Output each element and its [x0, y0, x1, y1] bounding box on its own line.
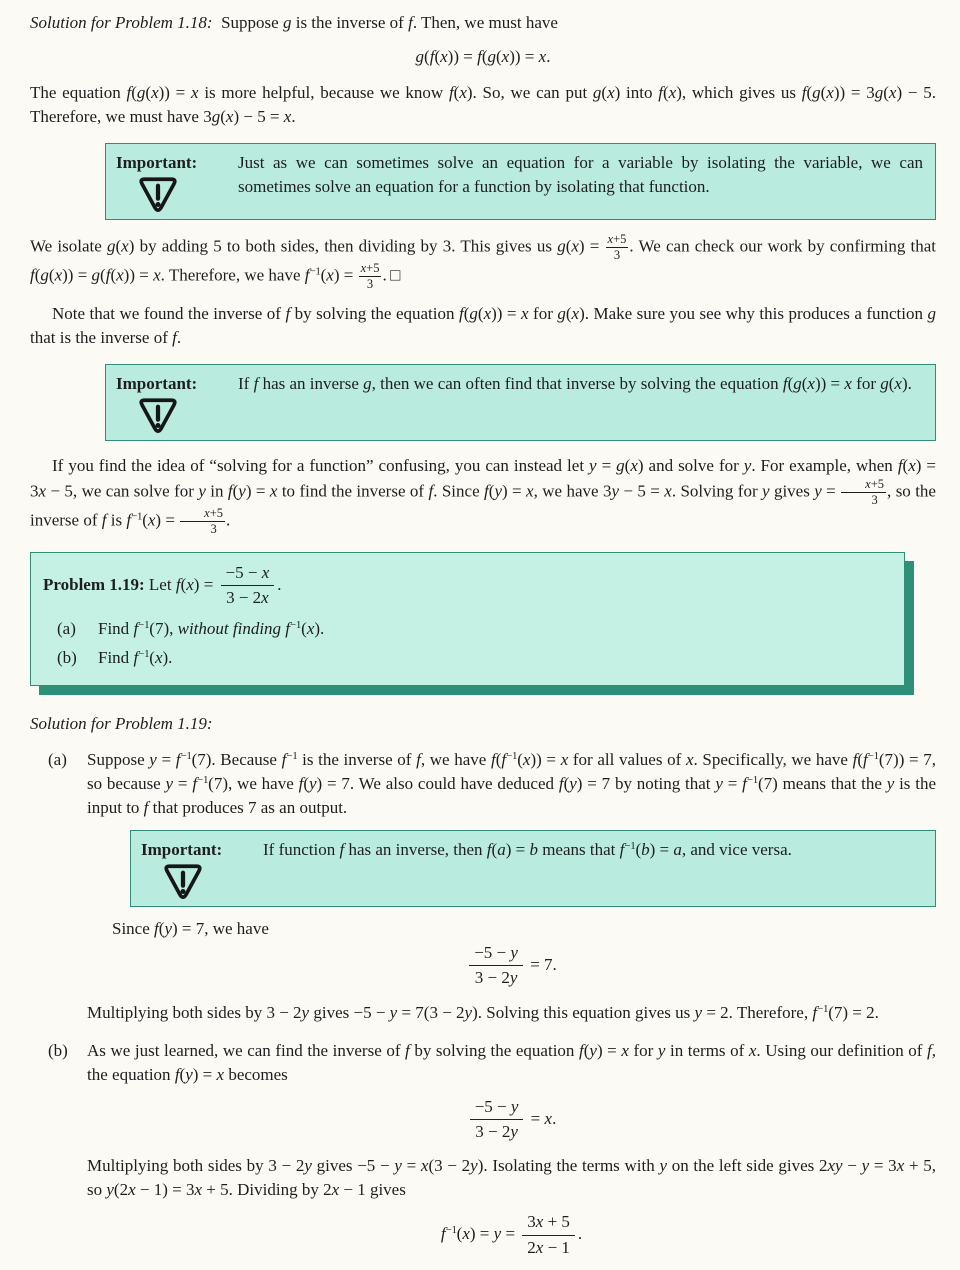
warning-exclamation-triangle-icon [163, 863, 263, 900]
important-label: Important: [116, 153, 198, 172]
important-label: Important: [141, 839, 223, 859]
part-b-text: As we just learned, we can find the inverse of f by solving the equation f(y) = x for y in terms of x. Using our definition of f, the equation f(y) = x becomes [87, 1040, 937, 1084]
item-text: Find $f^{-1}(7)$, without finding $f^{-1}(x)$. [98, 618, 325, 638]
part-a-text: Suppose $y = f^{-1}(7)$. Because $f^{-1}$ is the inverse of f, we have $f(f^{-1}(x)) = x$ for all values of x. Specifically, we have $f(f^{-1}(7)) = 7$, so because $y = f^{-1}(7)$, we have f(y) = 7. We also could have deduced f(y) = 7 by noting that $y = f^{-1}(7)$ means that the y is the input to f that produces 7 as an output. [87, 749, 937, 817]
important-label: Important: [116, 373, 198, 393]
problem-item-b [57, 646, 890, 670]
important-text: If function f has an inverse, then f(a) = b means that $f^{-1}(b) = a$, and vice versa. [263, 839, 792, 859]
warning-exclamation-triangle-icon [138, 397, 238, 434]
warning-exclamation-triangle-icon [138, 176, 238, 213]
item-label: (b) [57, 647, 77, 667]
part-b-body [87, 1039, 936, 1270]
important-label-column [116, 151, 238, 213]
solution-part-a [48, 748, 936, 1035]
since-line: Since f(y) = 7, we have [112, 918, 269, 938]
equation-final-inverse: $f^{-1}(x) = y$ = $\frac{3x + 5}{2x - 1}$ . [440, 1212, 583, 1257]
part-b-continuation: Multiplying both sides by 3 − 2y gives −5 − y = x(3 − 2y). Isolating the terms with y on the left side gives 2xy − y = 3x + 5, so y(2x − 1) = 3x + 5. Dividing by 2x − 1 gives [87, 1156, 937, 1200]
part-label: (b) [48, 1040, 68, 1060]
solution-118-para2: The equation f(g(x)) = x is more helpful, because we know f(x). So, we can put g(x) into f(x), which gives us f(g(x)) = 3g(x) − 5. Therefore, we must have 3g(x) − 5 = x. [30, 83, 936, 126]
problem-statement: Let f(x) = $\frac{-5 - x}{3 - 2x}$ . [144, 563, 282, 608]
equation-f-of-y-equals-x: $\frac{-5 - y}{3 - 2y}$ = x. [87, 1097, 936, 1143]
problem-1-19-box [30, 552, 905, 686]
bridge-para: If you find the idea of “solving for a function” confusing, you can instead let y = g(x) and solve for y. For example, when f(x) = 3x − 5, we can solve for y in f(y) = x to find the inverse of f. Since f(y) = x, we have 3y − 5 = x. Solving for y gives y = $\frac{x+5}{3}$ , so the inverse of f is $f^{-1}(x)$ = $\frac{x+5}{3}$ . [30, 455, 937, 536]
part-a-conclusion: Multiplying both sides by 3 − 2y gives −5 − y = 7(3 − 2y). Solving this equation gives us y = 2. Therefore, $f^{-1}(7) = 2$. [87, 1002, 879, 1022]
important-box-2 [105, 364, 936, 441]
solution-118-intro: Solution for Problem 1.18: Suppose g is the inverse of f. Then, we must have [30, 13, 558, 32]
important-label-column [116, 372, 238, 434]
important-box-3 [130, 830, 936, 907]
problem-label: Problem 1.19: [43, 574, 145, 594]
important-box-1 [105, 143, 936, 220]
item-label: (a) [57, 618, 76, 638]
important-label-column [141, 838, 263, 900]
item-text: Find $f^{-1}(x)$. [98, 647, 173, 667]
important-text: If f has an inverse g, then we can often find that inverse by solving the equation f(g(x)) = x for g(x). [238, 373, 912, 393]
problem-title-line [43, 563, 890, 609]
problem-item-a [57, 617, 890, 641]
equation-f-of-y-equals-7: $\frac{-5 - y}{3 - 2y}$ = 7. [87, 943, 936, 989]
part-a-body [87, 748, 936, 1035]
solution-part-b [48, 1039, 936, 1270]
solution-118-para3: We isolate g(x) by adding 5 to both sides, then dividing by 3. This gives us g(x) = $\frac{x+5}{3}$ . We can check our work by confirming that f(g(x)) = g(f(x)) = x. Therefore, we have $f^{-1}(x)$ = $\frac{x+5}{3}$ . □ [30, 232, 937, 292]
important-text: Just as we can sometimes solve an equation for a variable by isolating the variable, we can sometimes solve an equation for a function by isolating that function. [238, 153, 923, 196]
equation-inverse-identity: g(f(x)) = f(g(x)) = x. [415, 47, 551, 66]
part-label: (a) [48, 749, 67, 769]
solution-118-para4: Note that we found the inverse of f by solving the equation f(g(x)) = x for g(x). Make sure you see why this produces a function g that is the inverse of f. [30, 303, 936, 347]
solution-119-title: Solution for Problem 1.19: [30, 713, 213, 733]
